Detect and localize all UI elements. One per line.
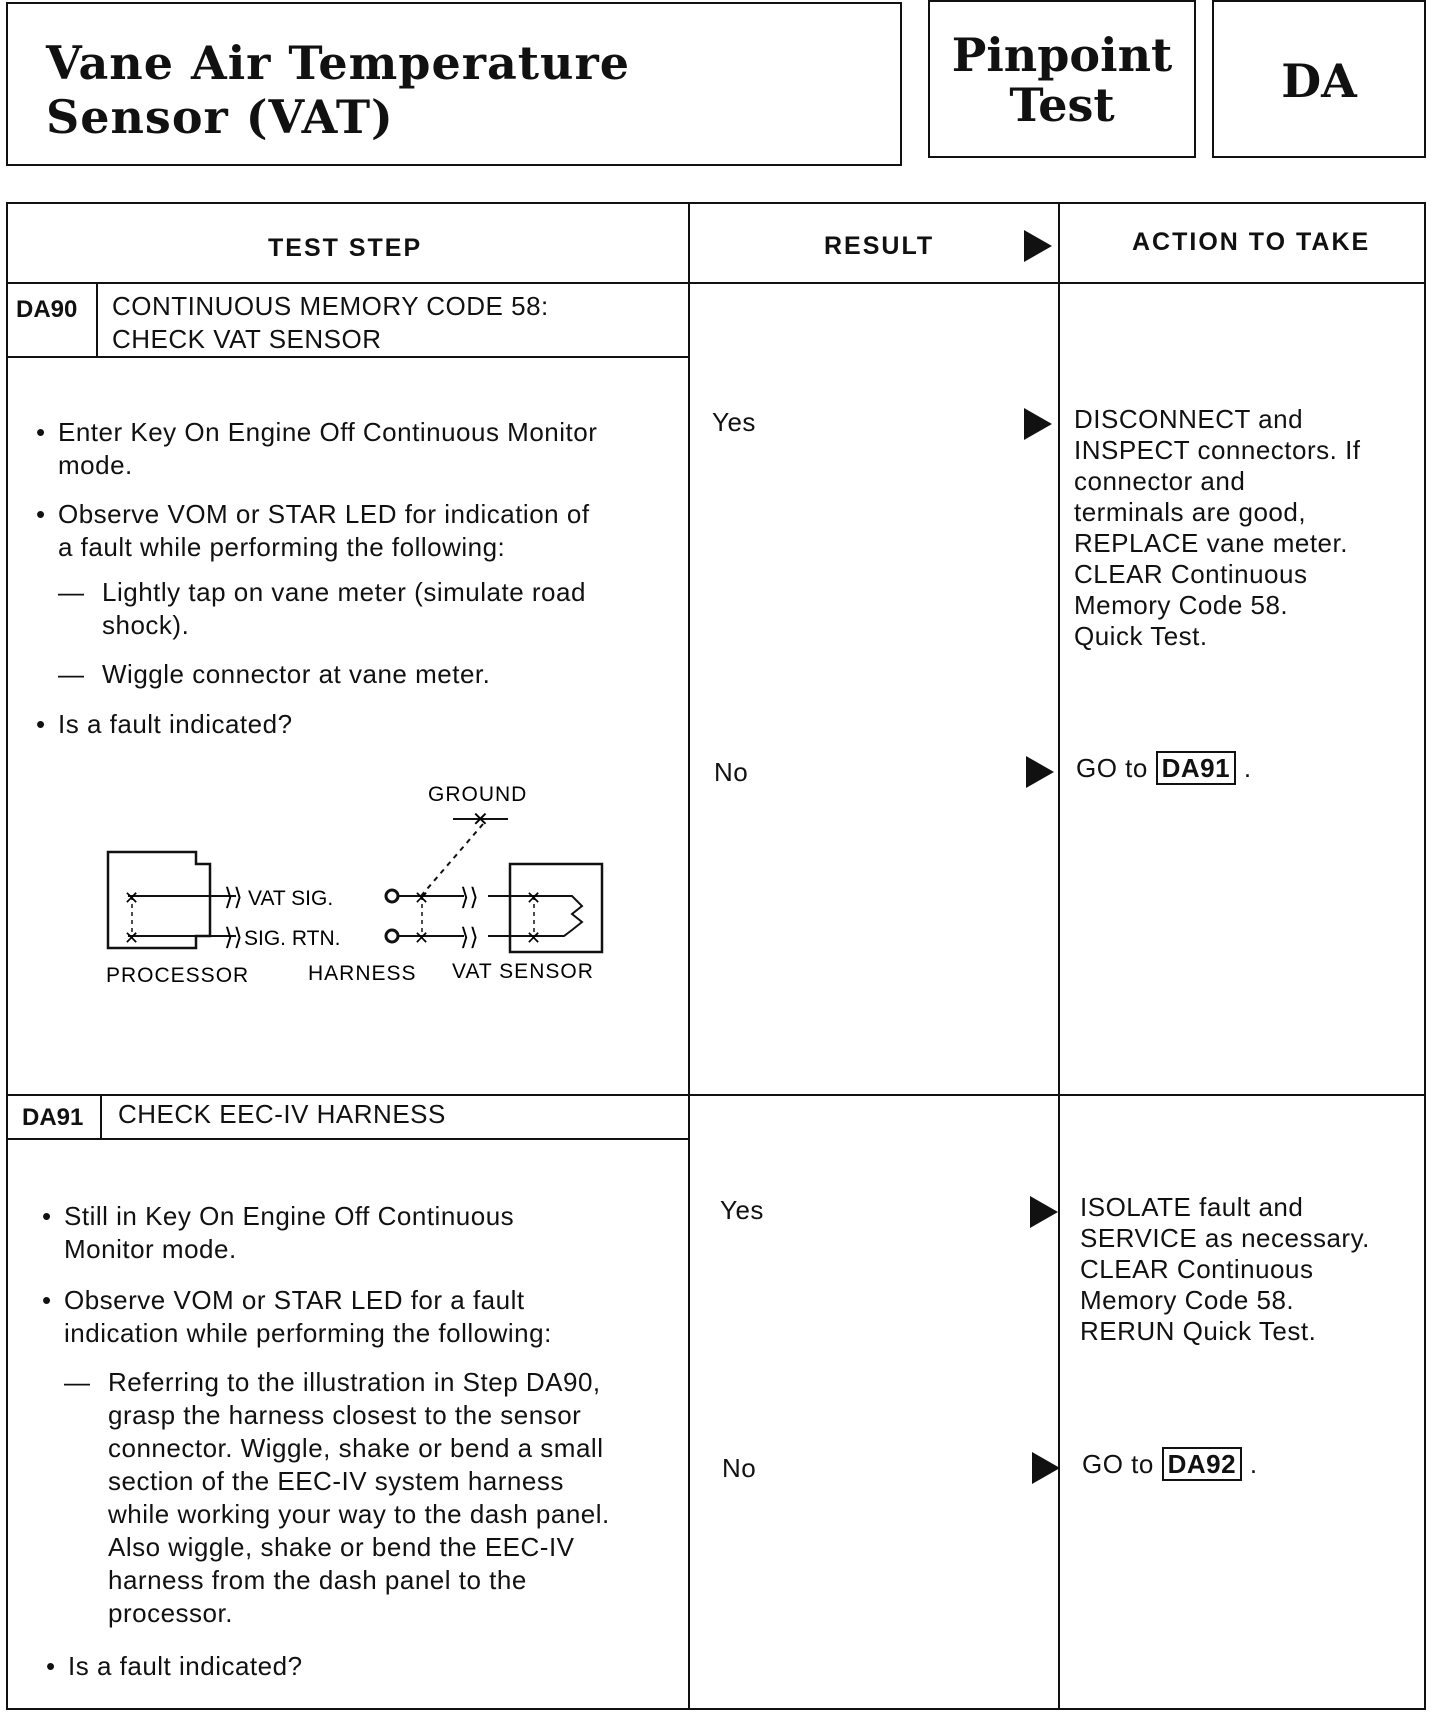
column-divider-1	[688, 204, 690, 1708]
thermistor-icon	[544, 896, 582, 936]
sensor-pin-2-icon: ✕	[526, 928, 542, 948]
vat-sig-terminal-icon	[386, 890, 398, 902]
step1-dash-2: — Wiggle connector at vane meter.	[58, 659, 491, 689]
pinpoint-test-box	[928, 0, 1196, 158]
step1-bullet-3: • Is a fault indicated?	[36, 709, 293, 739]
step1-result-no: No	[714, 757, 749, 787]
goto-da91-link[interactable]: DA91	[1156, 751, 1236, 785]
step-divider	[8, 1094, 1424, 1096]
step1-dash-1: — Lightly tap on vane meter (simulate road shock).	[58, 577, 586, 640]
step2-bullet-1: • Still in Key On Engine Off Continuous Monitor mode.	[42, 1201, 515, 1264]
pinpoint-label: Pinpoint Test	[951, 28, 1173, 132]
step2-id: DA91	[22, 1104, 84, 1131]
step1-id-divider	[96, 282, 98, 356]
sensor-pin-1-icon: ✕	[526, 888, 542, 908]
harness-label: HARNESS	[308, 962, 417, 985]
sig-rtn-label: SIG. RTN.	[244, 927, 341, 950]
sig-rtn-terminal-icon	[386, 930, 398, 942]
connector-1-icon: ⟩⟩	[224, 884, 243, 911]
connector-3-icon: ⟩⟩	[460, 884, 479, 911]
page-title: Vane Air Temperature Sensor (VAT)	[46, 36, 630, 144]
step2-yes-action: ISOLATE fault and SERVICE as necessary. CLEAR Continuous Memory Code 58. RERUN Quick Test.	[1080, 1192, 1370, 1346]
step1-no-arrow-icon	[1026, 756, 1054, 788]
header-arrow-icon	[1024, 230, 1052, 262]
step1-bullet-1: • Enter Key On Engine Off Continuous Monitor mode.	[36, 417, 598, 480]
wiring-diagram	[88, 764, 608, 994]
ground-label: GROUND	[428, 783, 528, 806]
header-test-step: TEST STEP	[268, 234, 423, 262]
harness-pin-1-icon: ✕	[414, 888, 430, 908]
connector-4-icon: ⟩⟩	[460, 924, 479, 951]
header-result: RESULT	[824, 232, 935, 260]
processor-pin-1-icon: ✕	[124, 888, 140, 908]
step1-yes-arrow-icon	[1024, 408, 1052, 440]
step1-no-action: GO to DA91 .	[1076, 753, 1252, 783]
ground-x-icon: ✕	[472, 809, 489, 831]
vat-sensor-label: VAT SENSOR	[452, 960, 594, 983]
header-action: ACTION TO TAKE	[1132, 228, 1371, 256]
step1-result-yes: Yes	[712, 407, 756, 437]
step2-yes-arrow-icon	[1030, 1196, 1058, 1228]
processor-pin-2-icon: ✕	[124, 928, 140, 948]
step2-no-action: GO to DA92 .	[1082, 1449, 1258, 1479]
vat-sig-label: VAT SIG.	[248, 887, 334, 910]
harness-pin-2-icon: ✕	[414, 928, 430, 948]
step2-title-divider	[8, 1138, 688, 1140]
vat-sensor-icon	[510, 864, 602, 952]
step2-no-arrow-icon	[1032, 1452, 1060, 1484]
step2-bullet-2: • Observe VOM or STAR LED for a fault indication while performing the following:	[42, 1285, 552, 1348]
step2-bullet-3: • Is a fault indicated?	[46, 1651, 303, 1681]
title-box	[6, 2, 902, 166]
step2-id-divider	[100, 1094, 102, 1138]
test-table	[6, 202, 1426, 1710]
step2-dash-1: — Referring to the illustration in Step DA90, grasp the harness closest to the sensor connector. Wiggle, shake or bend a small section of the EEC-IV system harness while working your way to the dash panel. Also wiggle, shake or bend the EEC-IV harness from the dash panel to the processor.	[64, 1367, 610, 1628]
processor-label: PROCESSOR	[106, 964, 250, 987]
goto-da92-link[interactable]: DA92	[1162, 1447, 1242, 1481]
header-divider	[8, 282, 1424, 284]
step1-yes-action: DISCONNECT and INSPECT connectors. If connector and terminals are good, REPLACE vane meter. CLEAR Continuous Memory Code 58. Quick Test.	[1074, 404, 1361, 651]
step2-title: CHECK EEC-IV HARNESS	[118, 1099, 446, 1129]
step1-id: DA90	[16, 296, 78, 323]
step2-result-no: No	[722, 1453, 757, 1483]
step2-result-yes: Yes	[720, 1195, 764, 1225]
step1-bullet-2: • Observe VOM or STAR LED for indication of a fault while performing the following:	[36, 499, 590, 562]
connector-2-icon: ⟩⟩	[224, 924, 243, 951]
step1-title-divider	[8, 356, 688, 358]
test-code-box	[1212, 0, 1426, 158]
step1-title: CONTINUOUS MEMORY CODE 58: CHECK VAT SENSOR	[112, 291, 549, 354]
test-code: DA	[1281, 54, 1357, 108]
